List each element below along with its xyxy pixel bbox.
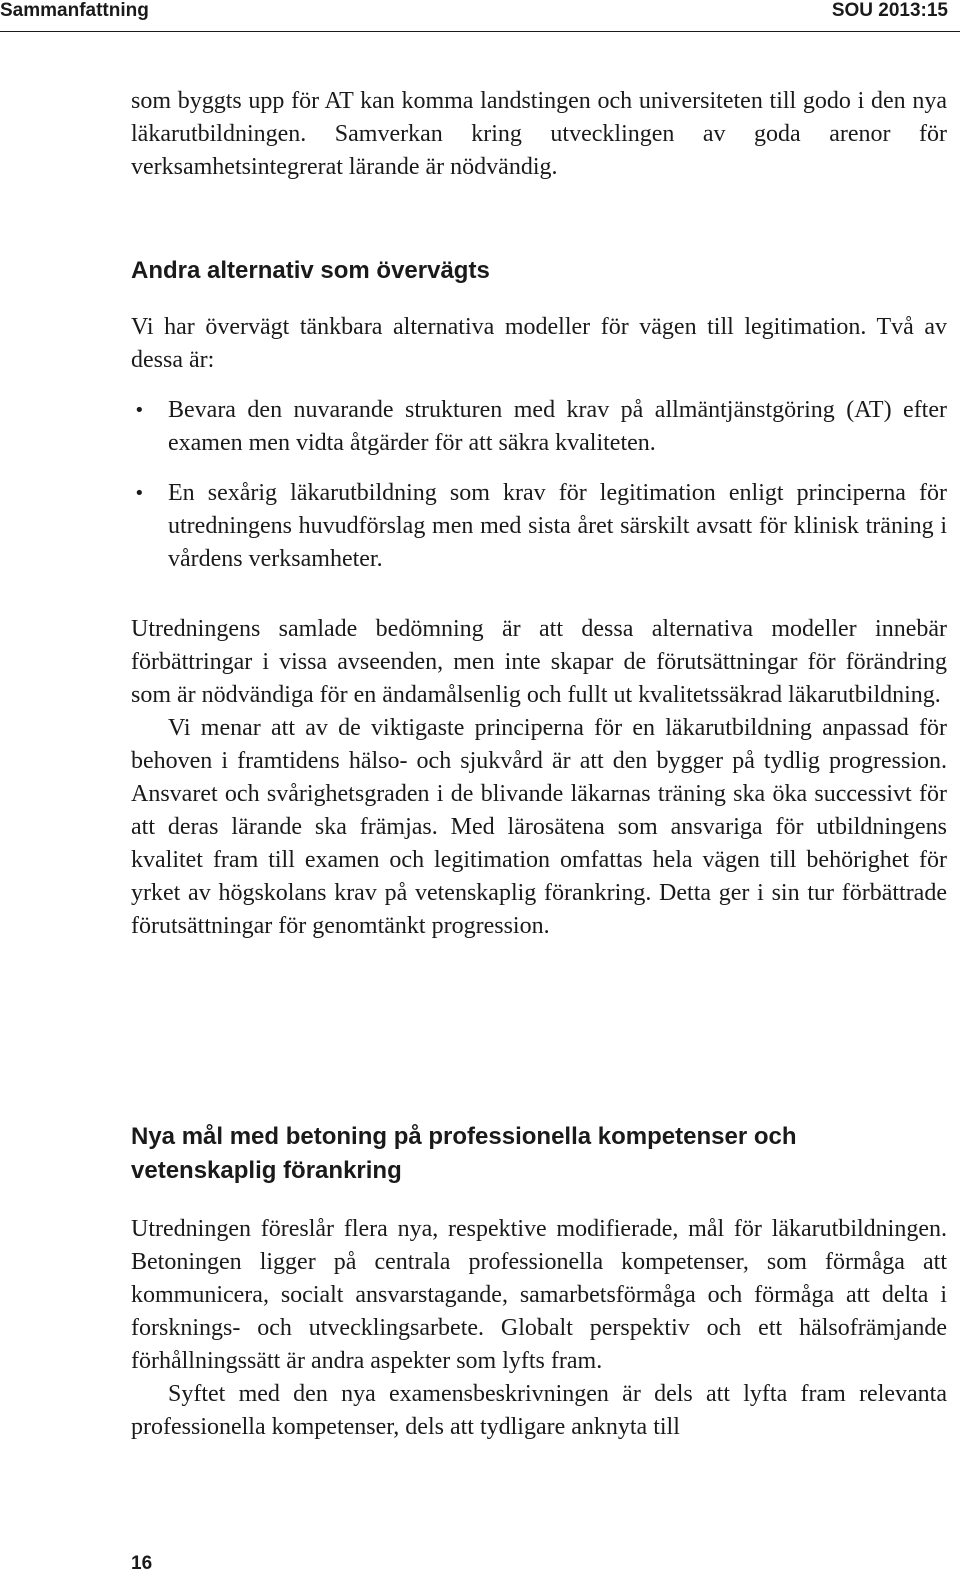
- bullet-text: Bevara den nuvarande strukturen med krav på allmäntjänstgöring (AT) efter examen men vidta åtgärder för att säkra kvaliteten.: [168, 397, 947, 456]
- section-heading-alternatives: Andra alternativ som övervägts: [131, 257, 490, 284]
- bullet-icon: •: [134, 400, 145, 421]
- alternatives-bullet-list: [131, 394, 947, 593]
- bullet-text: En sexårig läkarutbildning som krav för legitimation enligt principerna för utredningens huvudförslag men med sista året särskilt avsatt för klinisk träning i vårdens verksamheter.: [168, 480, 947, 572]
- header-section-title: Sammanfattning: [0, 0, 149, 21]
- header-document-id: SOU 2013:15: [831, 0, 948, 21]
- page-number: 16: [131, 1553, 153, 1574]
- intro-paragraph: som byggts upp för AT kan komma landstingen och universiteten till godo i den nya läkarutbildningen. Samverkan kring utvecklingen av goda arenor för verksamhetsintegrerat lärande är nödvändig.: [131, 88, 947, 180]
- assessment-paragraph: Utredningens samlade bedömning är att dessa alternativa modeller innebär förbättringar i vissa avseenden, men inte skapar de förutsättningar för förändring som är nödvändiga för en ändamålsenlig och fullt ut kvalitetssäkrad läkarutbildning.: [131, 616, 947, 708]
- section-heading-line-1: Nya mål med betoning på professionella kompetenser och: [131, 1123, 797, 1150]
- alternatives-body-block: [131, 613, 947, 943]
- purpose-paragraph: Syftet med den nya examensbeskrivningen är dels att lyfta fram relevanta professionella kompetenser, dels att tydligare anknyta till: [131, 1381, 947, 1440]
- alternatives-lead-paragraph: Vi har övervägt tänkbara alternativa modeller för vägen till legitimation. Två av dessa är:: [131, 314, 947, 373]
- section-heading-new-goals: [131, 1120, 947, 1188]
- intro-block: [131, 85, 947, 184]
- running-header: [0, 0, 960, 26]
- section-heading-line-2: vetenskaplig förankring: [131, 1157, 402, 1184]
- bullet-item: [131, 394, 947, 460]
- new-goals-body-block: [131, 1213, 947, 1444]
- alternatives-lead-block: [131, 311, 947, 377]
- goals-paragraph: Utredningen föreslår flera nya, respektive modifierade, mål för läkarutbildningen. Betoningen ligger på centrala professionella kompetenser, som förmåga att kommunicera, socialt ansvarstagande, samarbetsförmåga och förmåga att delta i forsknings- och utvecklingsarbete. Globalt perspektiv och ett hälsofrämjande förhållningssätt är andra aspekter som lyfts fram.: [131, 1216, 947, 1374]
- header-rule: [0, 31, 960, 32]
- progression-paragraph: Vi menar att av de viktigaste principerna för en läkarutbildning anpassad för behoven i framtidens hälso- och sjukvård är att den bygger på tydlig progression. Ansvaret och svårighetsgraden i de blivande läkarnas träning ska öka successivt för att deras lärande ska främjas. Med lärosätena som ansvariga för utbildningens kvalitet fram till examen och legitimation omfattas hela vägen till behörighet för yrket av högskolans krav på vetenskaplig förankring. Detta ger i sin tur förbättrade förutsättningar för genomtänkt progression.: [131, 715, 947, 939]
- bullet-item: [131, 477, 947, 576]
- bullet-icon: •: [134, 483, 145, 504]
